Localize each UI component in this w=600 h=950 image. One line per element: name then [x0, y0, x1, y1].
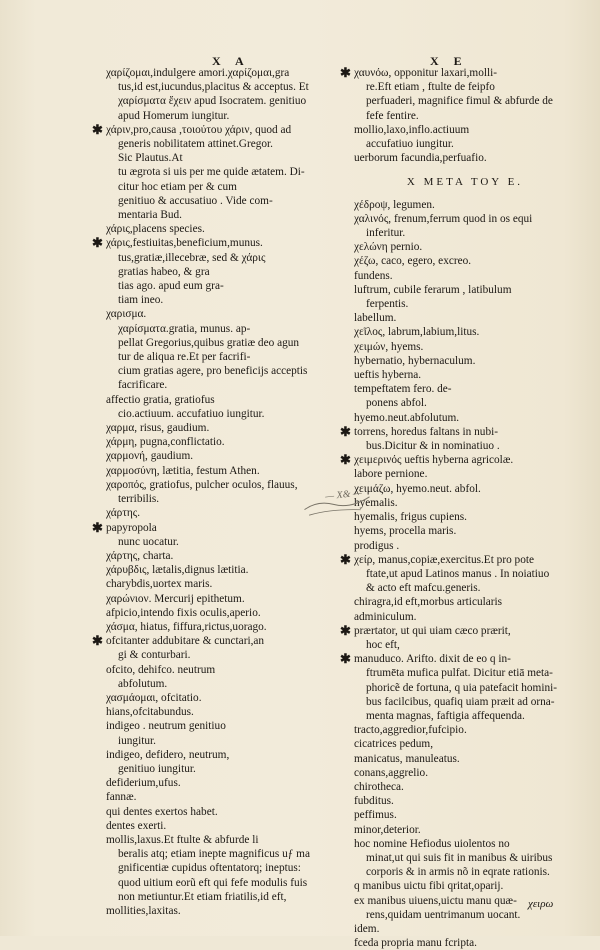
dictionary-entry	[354, 766, 576, 780]
entry-line: mollities,laxitas.	[106, 904, 181, 917]
running-head-right: X E	[430, 54, 468, 68]
entry-line: χάσμα, hiatus, fiffura,rictus,uorago.	[106, 620, 267, 633]
entry-line: manuduco. Arifto. dixit de eo q in-	[354, 653, 511, 666]
entry-line: tracto,aggredior,fufcipio.	[354, 724, 467, 737]
running-head-left: X A	[212, 54, 250, 68]
entry-line: ponens abfol.	[366, 397, 427, 410]
dictionary-entry	[354, 151, 576, 165]
entry-line: defiderium,ufus.	[106, 777, 181, 790]
dictionary-entry	[106, 563, 328, 577]
entry-line: hoc nomine Hefiodus uiolentos no	[354, 837, 510, 850]
entry-line: tu ægrota si uis per me quide ætatem. Di-	[118, 166, 305, 179]
asterisk-marker-icon: ✱	[340, 423, 351, 439]
entry-line: fannæ.	[106, 791, 137, 804]
catchword: χειρω	[528, 898, 554, 910]
dictionary-entry	[354, 808, 576, 822]
entry-line: tus,id est,iucundus,placitus & acceptus. Et	[118, 81, 309, 94]
dictionary-entry	[106, 393, 328, 421]
dictionary-entry	[340, 651, 576, 723]
entry-line: afpicio,intendo fixis oculis,aperio.	[106, 606, 261, 619]
dictionary-entry	[106, 790, 328, 804]
asterisk-marker-icon: ✱	[92, 519, 103, 535]
entry-line: beralis atq; etiam inepte magnificus uƒ ma	[118, 848, 310, 861]
dictionary-entry	[340, 423, 576, 453]
entry-line: tempeftatem fero. de-	[354, 383, 452, 396]
dictionary-entry	[354, 936, 576, 950]
entry-line: cio.actiuum. accufatiuo iungitur.	[118, 407, 265, 420]
dictionary-entry	[106, 663, 328, 691]
dictionary-entry	[106, 307, 328, 392]
entry-line: adminiculum.	[354, 610, 417, 623]
entry-line: mollio,laxo,inflo.actiuum	[354, 123, 470, 136]
entry-line: tus,gratiæ,illecebræ, sed & χάρις	[118, 251, 266, 264]
entry-line: mollis,laxus.Et ftulte & abfurde li	[106, 833, 259, 846]
entry-line: χειμερινός ueftis hyberna agricolæ.	[354, 454, 514, 467]
entry-line: χαρίζομαι,indulgere amori.χαρίζομαι,gra	[106, 67, 290, 79]
entry-line: generis nobilitatem attinet.Gregor.	[118, 138, 273, 151]
dictionary-entry	[354, 879, 576, 893]
entry-line: fefe fentire.	[366, 109, 419, 122]
entry-line: corporis & in armis nõ in eqrate rationis.	[366, 866, 550, 879]
entry-line: χαροπός, gratiofus, pulcher oculos, flauus,	[106, 478, 298, 491]
entry-line: citur hoc etiam per & cum	[118, 180, 237, 193]
dictionary-entry	[354, 311, 576, 325]
entry-line: re.Eft etiam , ftulte de feipfo	[366, 81, 495, 94]
dictionary-entry	[354, 922, 576, 936]
entry-line: chiragra,id eft,morbus articularis	[354, 596, 503, 609]
entry-line: ftrumēta mufica pulfat. Dicitur etiā meta-	[366, 667, 553, 680]
entry-line: abfolutum.	[118, 677, 168, 690]
entry-line: ferpentis.	[366, 298, 409, 311]
dictionary-entry	[106, 435, 328, 449]
entry-line: apud Homerum iungitur.	[118, 109, 230, 122]
entry-line: hyemalis, frigus cupiens.	[354, 511, 467, 524]
entry-line: perfuaderi, magnifice fimul & abfurde de	[366, 95, 553, 108]
entry-line: facrificare.	[118, 379, 168, 392]
entry-line: cium gratias agere, pro beneficijs acceptis	[118, 365, 308, 378]
dictionary-entry	[106, 464, 328, 478]
entry-line: χείρ, manus,copiæ,exercitus.Et pro pote	[354, 553, 535, 566]
entry-line: chirotheca.	[354, 780, 404, 793]
entry-line: χαρίσματα.gratia, munus. ap-	[118, 322, 251, 335]
entry-line: prodigus .	[354, 539, 400, 552]
dictionary-entry	[354, 752, 576, 766]
asterisk-marker-icon: ✱	[340, 551, 351, 567]
dictionary-entry	[106, 805, 328, 819]
dictionary-entry	[106, 748, 328, 776]
entry-line: hyemalis.	[354, 496, 398, 509]
entry-line: χαλινός, frenum,ferrum quod in os equi	[354, 212, 533, 225]
dictionary-entry	[354, 240, 576, 254]
right-column	[340, 65, 576, 950]
dictionary-entry	[354, 794, 576, 808]
dictionary-entry	[106, 421, 328, 435]
dictionary-entry	[354, 510, 576, 524]
entry-line: fubditus.	[354, 795, 394, 808]
asterisk-marker-icon: ✱	[92, 633, 103, 649]
entry-line: χάρις,placens species.	[106, 223, 205, 236]
dictionary-entry	[92, 519, 328, 549]
entry-line: ofcito, dehifco. neutrum	[106, 663, 216, 676]
entry-line: χαρώνιον. Mercurij epithetum.	[106, 592, 245, 605]
entry-line: peffimus.	[354, 809, 397, 822]
dictionary-entry	[354, 524, 576, 538]
dictionary-entry	[354, 283, 576, 311]
entry-line: phoricẽ de fortuna, q uia patefacit homini-	[366, 681, 558, 694]
dictionary-entry	[354, 595, 576, 609]
entry-line: ueftis hyberna.	[354, 369, 422, 382]
dictionary-entry	[106, 691, 328, 705]
dictionary-entry	[106, 449, 328, 463]
asterisk-marker-icon: ✱	[340, 651, 351, 667]
entry-line: χάρμη, pugna,conflictatio.	[106, 436, 225, 449]
dictionary-entry	[106, 620, 328, 634]
entry-line: indigeo, defidero, neutrum,	[106, 748, 230, 761]
asterisk-marker-icon: ✱	[92, 121, 103, 137]
entry-line: pellat Gregorius,quibus gratiæ deo agun	[118, 336, 300, 349]
dictionary-entry	[354, 737, 576, 751]
dictionary-entry	[354, 254, 576, 268]
dictionary-entry	[106, 478, 328, 506]
entry-line: labellum.	[354, 312, 397, 325]
entry-line: χαρμα, risus, gaudium.	[106, 422, 210, 435]
dictionary-entry	[106, 549, 328, 563]
entry-line: χάρυβδις, lætalis,dignus lætitia.	[106, 564, 249, 577]
entry-line: minor,deterior.	[354, 823, 421, 836]
entry-line: χέδροψ, legumen.	[354, 198, 435, 211]
dictionary-entry	[354, 123, 576, 151]
dictionary-entry	[354, 411, 576, 425]
entry-line: gnificentiæ cupidus oftentatorq; ineptus:	[118, 862, 301, 875]
entry-line: affectio gratia, gratiofus	[106, 393, 215, 406]
entry-line: ex manibus uiuens,uictu manu quæ-	[354, 894, 517, 907]
entry-line: cicatrices pedum,	[354, 738, 434, 751]
dictionary-entry	[354, 340, 576, 354]
entry-line: tias ago. apud eum gra-	[118, 280, 224, 293]
dictionary-entry	[92, 633, 328, 662]
dictionary-entry	[340, 622, 576, 652]
section-title: X META TOY E.	[406, 176, 524, 189]
entry-line: luftrum, cubile ferarum , latibulum	[354, 283, 512, 296]
asterisk-marker-icon: ✱	[340, 452, 351, 468]
entry-line: torrens, horedus faltans in nubi-	[354, 425, 499, 438]
entry-line: charybdis,uortex maris.	[106, 578, 213, 591]
entry-line: qui dentes exertos habet.	[106, 805, 218, 818]
entry-line: quod uitium eorũ eft qui fefe modulis fuis	[118, 876, 308, 889]
dictionary-entry	[106, 66, 328, 123]
entry-line: χειμών, hyems.	[354, 340, 424, 353]
dictionary-entry	[106, 776, 328, 790]
entry-line: idem.	[354, 922, 380, 935]
entry-line: accufatiuo iungitur.	[366, 138, 454, 151]
entry-line: hians,ofcitabundus.	[106, 706, 194, 719]
entry-line: dentes exerti.	[106, 819, 167, 832]
dictionary-entry	[354, 467, 576, 481]
entry-line: χαρίσματα ἔχειν apud Isocratem. genitiuo	[118, 95, 307, 108]
entry-line: χάρτης.	[106, 507, 141, 520]
entry-line: minat,ut qui suis fit in manibus & uiribus	[366, 851, 553, 864]
entry-line: genitiuo iungitur.	[118, 762, 196, 775]
entry-line: indigeo . neutrum genitiuo	[106, 720, 226, 733]
dictionary-entry	[92, 121, 328, 222]
dictionary-entry	[340, 452, 576, 468]
entry-line: nunc uocatur.	[118, 535, 179, 548]
dictionary-entry	[354, 325, 576, 339]
entry-line: non metiuntur.Et etiam friatilis,id eft,	[118, 890, 287, 903]
dictionary-entry	[106, 577, 328, 591]
dictionary-entry	[106, 506, 328, 520]
dictionary-entry	[340, 551, 576, 596]
entry-line: χαρμοσύνη, lætitia, festum Athen.	[106, 464, 260, 477]
left-column	[92, 66, 328, 918]
dictionary-entry	[106, 833, 328, 904]
entry-line: hybernatio, hybernaculum.	[354, 354, 476, 367]
entry-line: rens,quidam uentrimanum uocant.	[366, 908, 521, 921]
entry-line: labore pernione.	[354, 468, 428, 481]
entry-line: χάριν,pro,causa ,τοιούτου χάριν, quod ad	[106, 123, 292, 136]
entry-line: χεῖλος, labrum,labium,litus.	[354, 326, 480, 339]
entry-line: ftate,ut apud Latinos manus . In noiatiuo	[366, 567, 550, 580]
entry-line: χασμάομαι, ofcitatio.	[106, 691, 202, 704]
entry-line: menta magnas, faftigia affequenda.	[366, 709, 525, 722]
dictionary-entry	[106, 592, 328, 606]
dictionary-entry	[106, 705, 328, 719]
dictionary-entry	[106, 222, 328, 236]
dictionary-entry	[106, 904, 328, 918]
entry-line: gratias habeo, & gra	[118, 265, 210, 278]
dictionary-entry	[354, 482, 576, 496]
entry-line: manicatus, manuleatus.	[354, 752, 460, 765]
entry-line: χάρις,festiuitas,beneficium,munus.	[106, 237, 263, 250]
dictionary-entry	[354, 496, 576, 510]
dictionary-entry	[354, 269, 576, 283]
entry-line: genitiuo & accusatiuo . Vide com-	[118, 194, 273, 207]
entry-line: terribilis.	[118, 493, 160, 506]
dictionary-entry	[354, 539, 576, 553]
entry-line: inferitur.	[366, 227, 406, 240]
dictionary-entry	[354, 823, 576, 837]
entry-line: fceda propria manu fcripta.	[354, 937, 477, 950]
entry-line: χέζω, caco, egero, excreo.	[354, 255, 472, 268]
entry-line: uerborum facundia,perfuafio.	[354, 152, 487, 165]
entry-line: Sic Plautus.At	[118, 152, 183, 165]
entry-line: bus facilcibus, quafiq uiam præit ad orna-	[366, 695, 555, 708]
entry-line: & acto eft mafcu.generis.	[366, 582, 481, 595]
entry-line: gi & conturbari.	[118, 649, 191, 662]
dictionary-entry	[354, 723, 576, 737]
entry-line: prærtator, ut qui uiam cæco prærit,	[354, 624, 511, 637]
entry-line: papyropola	[106, 521, 157, 534]
entry-line: hyemo.neut.abfolutum.	[354, 411, 460, 424]
entry-line: χελώνη pernio.	[354, 241, 423, 254]
entry-line: χαρισμα.	[106, 308, 147, 321]
dictionary-entry	[354, 610, 576, 624]
entry-line: χειμάζω, hyemo.neut. abfol.	[354, 482, 481, 495]
entry-line: conans,aggrelio.	[354, 766, 429, 779]
asterisk-marker-icon: ✱	[340, 65, 351, 80]
entry-line: fundens.	[354, 269, 393, 282]
dictionary-entry	[354, 382, 576, 410]
entry-line: iungitur.	[118, 734, 156, 747]
entry-line: bus.Dicitur & in nominatiuo .	[366, 440, 500, 453]
entry-line: χάρτης, charta.	[106, 549, 174, 562]
dictionary-entry	[354, 780, 576, 794]
entry-line: tiam ineo.	[118, 294, 164, 307]
dictionary-entry	[106, 819, 328, 833]
margin-annotation-text: — X& —	[324, 487, 363, 503]
entry-line: hoc eft,	[366, 638, 400, 651]
dictionary-entry	[354, 354, 576, 368]
dictionary-entry	[354, 837, 576, 880]
entry-line: q manibus uictu fibi qritat,oparij.	[354, 880, 504, 893]
entry-line: hyems, procella maris.	[354, 525, 457, 538]
entry-line: ofcitanter addubitare & cunctari,an	[106, 635, 265, 648]
entry-line: χαυνόω, opponitur laxari,molli-	[354, 67, 498, 79]
dictionary-entry	[92, 235, 328, 307]
dictionary-entry	[354, 368, 576, 382]
asterisk-marker-icon: ✱	[92, 235, 103, 251]
entry-line: mentaria Bud.	[118, 209, 182, 222]
dictionary-entry	[354, 212, 576, 240]
dictionary-entry	[340, 65, 576, 123]
asterisk-marker-icon: ✱	[340, 622, 351, 638]
entry-line: χαρμονή, gaudium.	[106, 450, 194, 463]
dictionary-entry	[106, 719, 328, 747]
dictionary-entry	[354, 198, 576, 212]
entry-line: tur de aliqua re.Et per facrifi-	[118, 351, 251, 364]
dictionary-entry	[106, 606, 328, 620]
